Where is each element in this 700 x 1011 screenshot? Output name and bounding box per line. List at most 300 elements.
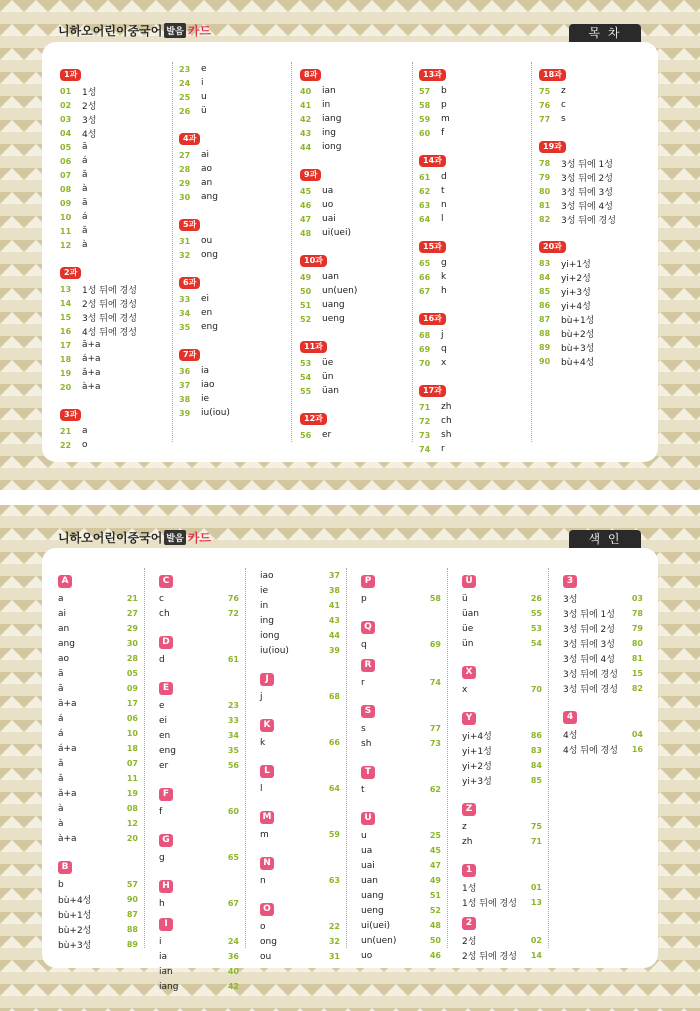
entry-label: á+a bbox=[58, 743, 77, 754]
toc-entry bbox=[419, 170, 531, 184]
index-entry bbox=[58, 726, 138, 741]
entry-label: e bbox=[159, 700, 165, 711]
entry-number: 62 bbox=[419, 186, 431, 196]
entry-number: 40 bbox=[300, 86, 312, 96]
lesson-badge: 19과 bbox=[539, 141, 566, 153]
toc-entry bbox=[539, 326, 651, 340]
lesson-badge: 16과 bbox=[419, 313, 446, 325]
index-entry bbox=[462, 948, 542, 963]
entry-page: 29 bbox=[126, 624, 138, 633]
entry-page: 67 bbox=[227, 899, 239, 908]
entry-page: 85 bbox=[530, 776, 542, 785]
toc-entry bbox=[539, 312, 651, 326]
entry-label: iong bbox=[322, 142, 342, 152]
entry-label: f bbox=[159, 806, 163, 817]
toc-entry bbox=[179, 190, 291, 204]
entry-label: bù+1성 bbox=[561, 315, 595, 326]
entry-label: g bbox=[159, 852, 165, 863]
entry-number: 39 bbox=[179, 408, 191, 418]
toc-entry bbox=[179, 248, 291, 262]
entry-label: ueng bbox=[322, 314, 345, 324]
entry-page: 42 bbox=[227, 982, 239, 991]
index-entry bbox=[563, 621, 643, 636]
entry-page: 11 bbox=[126, 774, 138, 783]
entry-label: bù+2성 bbox=[561, 329, 595, 340]
index-entry bbox=[58, 771, 138, 786]
spacer bbox=[260, 796, 340, 804]
lesson-badge: 18과 bbox=[539, 69, 566, 81]
entry-label: iang bbox=[159, 981, 179, 992]
toc-entry bbox=[60, 98, 172, 112]
entry-label: 3성 뒤에 4성 bbox=[561, 201, 613, 212]
index-entry bbox=[563, 727, 643, 742]
entry-label: 3성 뒤에 2성 bbox=[563, 625, 615, 635]
toc-card bbox=[42, 42, 658, 462]
index-entry bbox=[361, 873, 441, 888]
entry-label: ua bbox=[361, 845, 373, 856]
toc-entry bbox=[60, 154, 172, 168]
entry-number: 14 bbox=[60, 298, 72, 308]
index-entry bbox=[361, 828, 441, 843]
letter-badge: K bbox=[260, 719, 274, 732]
entry-label: n bbox=[441, 200, 447, 210]
entry-page: 31 bbox=[328, 952, 340, 961]
entry-label: ou bbox=[260, 951, 272, 962]
entry-page: 07 bbox=[126, 759, 138, 768]
toc-entry bbox=[300, 212, 412, 226]
toc-entry bbox=[60, 210, 172, 224]
entry-label: sh bbox=[441, 430, 452, 440]
entry-number: 01 bbox=[60, 86, 72, 96]
entry-label: á bbox=[58, 728, 64, 739]
entry-label: r bbox=[441, 444, 445, 454]
toc-entry bbox=[179, 176, 291, 190]
entry-label: eng bbox=[159, 745, 176, 756]
toc-entry bbox=[300, 384, 412, 398]
index-entry bbox=[159, 728, 239, 743]
entry-number: 28 bbox=[179, 164, 191, 174]
entry-label: ei bbox=[159, 715, 168, 726]
lesson-badge: 15과 bbox=[419, 241, 446, 253]
spacer bbox=[361, 797, 441, 805]
toc-column bbox=[60, 62, 173, 450]
spacer bbox=[179, 118, 291, 126]
toc-entry bbox=[179, 234, 291, 248]
entry-label: o bbox=[260, 921, 266, 932]
index-column bbox=[563, 568, 643, 948]
index-entry bbox=[563, 681, 643, 696]
toc-entry bbox=[300, 370, 412, 384]
spacer bbox=[159, 865, 239, 873]
index-entry bbox=[159, 896, 239, 911]
letter-badge: S bbox=[361, 705, 375, 718]
toc-entry bbox=[539, 212, 651, 226]
entry-label: ch bbox=[159, 608, 170, 619]
index-entry bbox=[260, 598, 340, 613]
entry-label: 3성 뒤에 1성 bbox=[563, 610, 615, 620]
entry-label: á bbox=[58, 713, 64, 724]
index-entry bbox=[159, 591, 239, 606]
brand-logo bbox=[58, 22, 211, 39]
toc-entry bbox=[60, 282, 172, 296]
entry-number: 27 bbox=[179, 150, 191, 160]
entry-label: ā bbox=[82, 142, 88, 152]
entry-page: 73 bbox=[429, 739, 441, 748]
entry-label: üe bbox=[462, 623, 474, 634]
entry-label: ian bbox=[159, 966, 173, 977]
entry-number: 80 bbox=[539, 186, 551, 196]
entry-page: 28 bbox=[126, 654, 138, 663]
entry-number: 82 bbox=[539, 214, 551, 224]
entry-label: 2성 bbox=[82, 101, 97, 112]
entry-label: yi+3성 bbox=[462, 777, 492, 787]
entry-page: 52 bbox=[429, 906, 441, 915]
entry-label: uai bbox=[361, 860, 375, 871]
letter-badge: 1 bbox=[462, 864, 476, 877]
entry-number: 05 bbox=[60, 142, 72, 152]
entry-label: s bbox=[561, 114, 566, 124]
entry-label: ü bbox=[201, 106, 207, 116]
entry-label: ie bbox=[260, 585, 269, 596]
index-column bbox=[58, 568, 145, 951]
letter-badge: Y bbox=[462, 712, 476, 725]
entry-page: 66 bbox=[328, 738, 340, 747]
entry-label: t bbox=[441, 186, 445, 196]
letter-badge: B bbox=[58, 861, 72, 874]
index-entry bbox=[361, 591, 441, 606]
spacer bbox=[159, 621, 239, 629]
entry-number: 33 bbox=[179, 294, 191, 304]
letter-badge: Q bbox=[361, 621, 375, 634]
entry-page: 39 bbox=[328, 646, 340, 655]
entry-label: ia bbox=[201, 366, 210, 376]
entry-label: an bbox=[58, 623, 70, 634]
lesson-badge: 20과 bbox=[539, 241, 566, 253]
toc-entry bbox=[539, 340, 651, 354]
index-entry bbox=[462, 591, 542, 606]
index-entry bbox=[159, 979, 239, 994]
spacer bbox=[300, 326, 412, 334]
spacer bbox=[361, 606, 441, 614]
index-entry bbox=[563, 591, 643, 606]
toc-entry bbox=[419, 342, 531, 356]
toc-entry bbox=[539, 112, 651, 126]
index-entry bbox=[462, 728, 542, 743]
entry-label: ui(uei) bbox=[361, 920, 390, 931]
entry-label: 4성 뒤에 경성 bbox=[82, 327, 137, 338]
entry-label: 3성 뒤에 1성 bbox=[561, 159, 613, 170]
toc-entry bbox=[60, 238, 172, 252]
toc-entry bbox=[300, 428, 412, 442]
spacer bbox=[462, 788, 542, 796]
entry-number: 02 bbox=[60, 100, 72, 110]
lesson-badge: 12과 bbox=[300, 413, 327, 425]
entry-label: 2성 뒤에 경성 bbox=[82, 299, 137, 310]
toc-entry bbox=[419, 356, 531, 370]
toc-entry bbox=[60, 310, 172, 324]
entry-label: yi+2성 bbox=[561, 273, 591, 284]
entry-label: d bbox=[441, 172, 447, 182]
entry-label: ua bbox=[322, 186, 334, 196]
entry-label: yi+1성 bbox=[561, 259, 591, 270]
entry-number: 13 bbox=[60, 284, 72, 294]
toc-entry bbox=[419, 428, 531, 442]
entry-label: üan bbox=[322, 386, 339, 396]
brand-card: 카드 bbox=[187, 531, 211, 545]
entry-label: q bbox=[361, 639, 367, 650]
entry-page: 86 bbox=[530, 731, 542, 740]
spacer bbox=[179, 262, 291, 270]
entry-label: ǎ+a bbox=[82, 368, 101, 378]
spacer bbox=[60, 394, 172, 402]
entry-label: h bbox=[441, 286, 447, 296]
entry-label: yi+1성 bbox=[462, 747, 492, 757]
index-entry bbox=[462, 682, 542, 697]
entry-label: ai bbox=[201, 150, 210, 160]
entry-label: i bbox=[201, 78, 204, 88]
entry-label: m bbox=[441, 114, 450, 124]
spacer bbox=[419, 226, 531, 234]
index-entry bbox=[260, 613, 340, 628]
toc-column bbox=[300, 62, 413, 442]
entry-label: u bbox=[201, 92, 207, 102]
entry-label: ao bbox=[201, 164, 213, 174]
spacer bbox=[462, 849, 542, 857]
entry-number: 56 bbox=[300, 430, 312, 440]
index-entry bbox=[58, 666, 138, 681]
entry-page: 02 bbox=[530, 936, 542, 945]
letter-badge: D bbox=[159, 636, 173, 649]
lesson-badge: 8과 bbox=[300, 69, 321, 81]
entry-label: 1성 뒤에 경성 bbox=[82, 285, 137, 296]
spacer bbox=[159, 667, 239, 675]
entry-label: uan bbox=[361, 875, 378, 886]
entry-number: 89 bbox=[539, 342, 551, 352]
index-entry bbox=[361, 948, 441, 963]
entry-page: 01 bbox=[530, 883, 542, 892]
entry-label: j bbox=[441, 330, 444, 340]
entry-label: ǎ bbox=[82, 170, 88, 180]
entry-number: 42 bbox=[300, 114, 312, 124]
toc-entry bbox=[539, 184, 651, 198]
index-entry bbox=[260, 568, 340, 583]
entry-label: n bbox=[260, 875, 266, 886]
entry-label: bù+1성 bbox=[58, 911, 92, 921]
entry-number: 48 bbox=[300, 228, 312, 238]
lesson-badge: 7과 bbox=[179, 349, 200, 361]
entry-number: 25 bbox=[179, 92, 191, 102]
letter-badge: E bbox=[159, 682, 173, 695]
entry-label: 1성 bbox=[462, 884, 477, 894]
entry-number: 17 bbox=[60, 340, 72, 350]
entry-label: uai bbox=[322, 214, 336, 224]
toc-entry bbox=[419, 98, 531, 112]
toc-entry bbox=[179, 90, 291, 104]
entry-label: uo bbox=[322, 200, 334, 210]
entry-page: 36 bbox=[227, 952, 239, 961]
entry-label: à+a bbox=[58, 833, 77, 844]
toc-entry bbox=[539, 98, 651, 112]
entry-label: 4성 bbox=[82, 129, 97, 140]
entry-number: 16 bbox=[60, 326, 72, 336]
entry-number: 23 bbox=[179, 64, 191, 74]
entry-number: 08 bbox=[60, 184, 72, 194]
toc-entry bbox=[419, 400, 531, 414]
lesson-badge: 3과 bbox=[60, 409, 81, 421]
entry-number: 66 bbox=[419, 272, 431, 282]
index-entry bbox=[159, 934, 239, 949]
index-column bbox=[260, 568, 347, 962]
index-entry bbox=[58, 591, 138, 606]
entry-label: üe bbox=[322, 358, 334, 368]
entry-page: 55 bbox=[530, 609, 542, 618]
entry-label: s bbox=[361, 723, 366, 734]
entry-number: 88 bbox=[539, 328, 551, 338]
index-entry bbox=[563, 742, 643, 757]
index-entry bbox=[58, 621, 138, 636]
index-entry bbox=[58, 606, 138, 621]
spacer bbox=[159, 819, 239, 827]
index-entry bbox=[260, 735, 340, 750]
entry-page: 88 bbox=[126, 925, 138, 934]
spacer bbox=[300, 240, 412, 248]
toc-entry bbox=[60, 140, 172, 154]
index-entry bbox=[58, 831, 138, 846]
entry-number: 11 bbox=[60, 226, 72, 236]
toc-entry bbox=[539, 156, 651, 170]
entry-number: 51 bbox=[300, 300, 312, 310]
letter-badge: I bbox=[159, 918, 173, 931]
letter-badge: 3 bbox=[563, 575, 577, 588]
entry-number: 53 bbox=[300, 358, 312, 368]
entry-page: 79 bbox=[631, 624, 643, 633]
entry-label: o bbox=[82, 440, 88, 450]
toc-entry bbox=[539, 256, 651, 270]
toc-entry bbox=[419, 256, 531, 270]
entry-label: iu(iou) bbox=[201, 408, 230, 418]
entry-label: in bbox=[322, 100, 331, 110]
lesson-badge: 17과 bbox=[419, 385, 446, 397]
entry-label: ao bbox=[58, 653, 70, 664]
spacer bbox=[260, 842, 340, 850]
letter-badge: U bbox=[361, 812, 375, 825]
index-entry bbox=[361, 888, 441, 903]
entry-number: 20 bbox=[60, 382, 72, 392]
index-entry bbox=[361, 843, 441, 858]
toc-entry bbox=[60, 324, 172, 338]
entry-page: 27 bbox=[126, 609, 138, 618]
toc-entry bbox=[419, 328, 531, 342]
entry-number: 15 bbox=[60, 312, 72, 322]
entry-number: 32 bbox=[179, 250, 191, 260]
index-entry bbox=[58, 877, 138, 892]
entry-number: 79 bbox=[539, 172, 551, 182]
entry-label: h bbox=[159, 898, 165, 909]
index-entry bbox=[563, 666, 643, 681]
spacer bbox=[260, 704, 340, 712]
entry-label: uang bbox=[322, 300, 345, 310]
entry-label: x bbox=[462, 684, 468, 695]
entry-page: 25 bbox=[429, 831, 441, 840]
brand-title: 니하오어린이중국어 bbox=[58, 531, 163, 545]
entry-number: 31 bbox=[179, 236, 191, 246]
spacer bbox=[260, 888, 340, 896]
toc-entry bbox=[300, 226, 412, 240]
entry-label: à bbox=[82, 240, 88, 250]
entry-page: 87 bbox=[126, 910, 138, 919]
entry-number: 09 bbox=[60, 198, 72, 208]
entry-number: 04 bbox=[60, 128, 72, 138]
entry-page: 75 bbox=[530, 822, 542, 831]
entry-page: 50 bbox=[429, 936, 441, 945]
toc-entry bbox=[60, 196, 172, 210]
toc-entry bbox=[300, 84, 412, 98]
entry-label: a bbox=[58, 593, 64, 604]
entry-label: 3성 뒤에 경성 bbox=[563, 685, 618, 695]
entry-label: yi+4성 bbox=[462, 732, 492, 742]
toc-entry bbox=[300, 98, 412, 112]
entry-page: 64 bbox=[328, 784, 340, 793]
index-entry bbox=[462, 621, 542, 636]
spacer bbox=[419, 298, 531, 306]
entry-label: ang bbox=[58, 638, 75, 649]
index-tab: 색 인 bbox=[569, 530, 641, 548]
spacer bbox=[361, 690, 441, 698]
index-entry bbox=[159, 713, 239, 728]
toc-entry bbox=[60, 438, 172, 452]
entry-label: an bbox=[201, 178, 213, 188]
entry-label: ā+a bbox=[82, 340, 101, 350]
entry-label: ui(uei) bbox=[322, 228, 351, 238]
entry-number: 81 bbox=[539, 200, 551, 210]
index-entry bbox=[462, 933, 542, 948]
toc-tab: 목 차 bbox=[569, 24, 641, 42]
entry-number: 43 bbox=[300, 128, 312, 138]
entry-number: 30 bbox=[179, 192, 191, 202]
index-entry bbox=[58, 907, 138, 922]
entry-label: ie bbox=[201, 394, 210, 404]
entry-page: 54 bbox=[530, 639, 542, 648]
entry-number: 45 bbox=[300, 186, 312, 196]
spacer bbox=[361, 751, 441, 759]
entry-label: à+a bbox=[82, 382, 101, 392]
toc-entry bbox=[60, 296, 172, 310]
entry-number: 12 bbox=[60, 240, 72, 250]
entry-number: 06 bbox=[60, 156, 72, 166]
entry-number: 37 bbox=[179, 380, 191, 390]
entry-page: 46 bbox=[429, 951, 441, 960]
spacer bbox=[300, 154, 412, 162]
entry-page: 26 bbox=[530, 594, 542, 603]
entry-label: er bbox=[322, 430, 332, 440]
entry-number: 77 bbox=[539, 114, 551, 124]
toc-entry bbox=[419, 414, 531, 428]
entry-label: á bbox=[82, 156, 88, 166]
spacer bbox=[179, 334, 291, 342]
entry-label: 3성 뒤에 4성 bbox=[563, 655, 615, 665]
brand-mini: 발음 bbox=[164, 23, 185, 38]
entry-label: ian bbox=[322, 86, 336, 96]
index-entry bbox=[159, 964, 239, 979]
toc-entry bbox=[179, 162, 291, 176]
entry-page: 22 bbox=[328, 922, 340, 931]
toc-entry bbox=[539, 354, 651, 368]
letter-badge: 4 bbox=[563, 711, 577, 724]
toc-column bbox=[419, 62, 532, 454]
entry-page: 60 bbox=[227, 807, 239, 816]
entry-label: 2성 bbox=[462, 937, 477, 947]
entry-label: b bbox=[58, 879, 64, 890]
